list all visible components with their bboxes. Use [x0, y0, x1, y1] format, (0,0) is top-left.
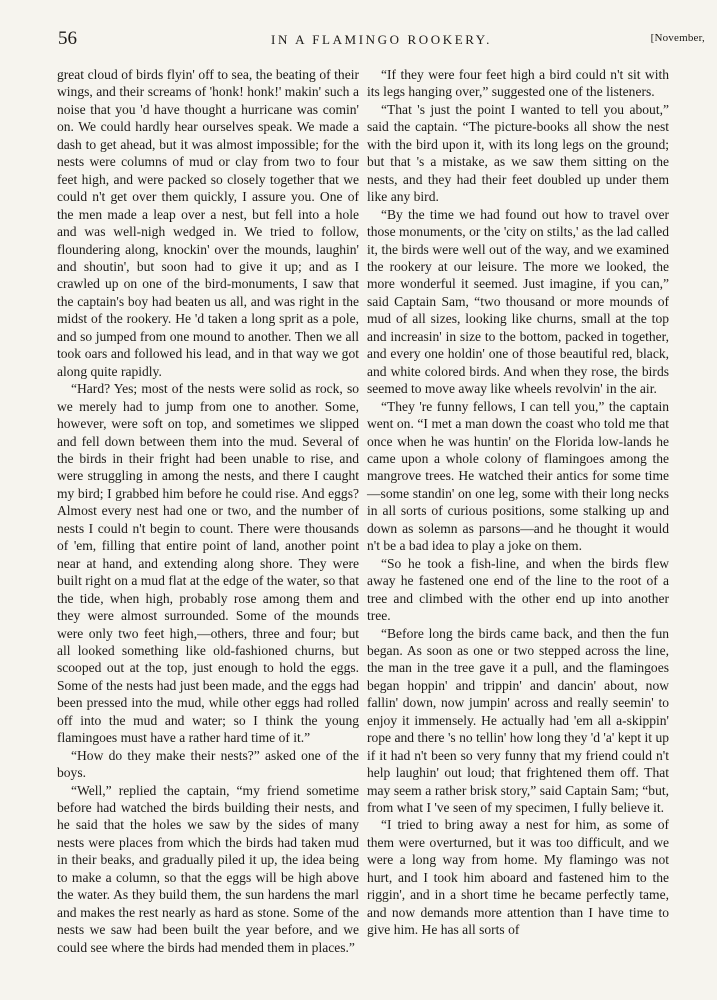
page-header: [58, 28, 705, 56]
page-number: 56: [58, 28, 77, 49]
paragraph: “If they were four feet high a bird could n't sit with its legs hanging over,” suggested one of the listeners.: [367, 67, 669, 100]
running-title: IN A FLAMINGO ROOKERY.: [271, 32, 492, 47]
paragraph: “That 's just the point I wanted to tell you about,” said the captain. “The picture-books all show the nest with the bird upon it, with its long legs on the ground; but that 's a mistake, as we saw them sitting on the nests, and they had their feet doubled up under them like any bird.: [367, 101, 669, 205]
paragraph: “How do they make their nests?” asked one of the boys.: [57, 747, 359, 781]
running-date: [November,: [650, 32, 705, 44]
paragraph: “They 're funny fellows, I can tell you,” the captain went on. “I met a man down the coast who told me that once when he was huntin' on the Florida low-lands he came upon a whole colony of flamingoes among the mangrove trees. He watched their antics for some time—some standin' on one leg, some with their long necks in all sorts of curious positions, some stalking up and down as solemn as parsons—and he thought it would n't be a bad idea to play a joke on them.: [367, 398, 669, 554]
left-column: [57, 66, 359, 956]
paragraph: “Hard? Yes; most of the nests were solid as rock, so we merely had to jump from one to another. Some, however, were soft on top, and sometimes we slipped and fell down between them into the mud. Several of the birds in their fright had been unable to rise, and were struggling in among the nests, and there I caught my bird; I grabbed him before he could rise. And eggs? Almost every nest had one or two, and the number of nests I could n't begin to count. There were thousands of 'em, filling that entire point of land, another point near at hand, and extending along shore. They were built right on a mud flat at the edge of the water, so that the tide, when high, probably rose among them and they were almost surrounded. Some of the mounds were only two feet high,—others, three and four; but all looked something like old-fashioned churns, but scooped out at the top, just enough to hold the eggs. Some of the nests had just been made, and the eggs had been pressed into the mud, while other eggs had rolled off into the mud and water; so I think the young flamingoes must have a rather hard time of it.”: [57, 381, 359, 746]
paragraph: “I tried to bring away a nest for him, as some of them were overturned, but it was too difficult, and we were a long way from home. My flamingo was not hurt, and I took him aboard and fastened him to the riggin', and in a short time he became perfectly tame, and now demands more attention than I have time to give him. He has all sorts of: [367, 817, 669, 938]
right-column: [367, 66, 669, 939]
paragraph: great cloud of birds flyin' off to sea, the beating of their wings, and their screams of 'honk! honk!' makin' such a noise that you 'd have thought a hurricane was comin' on. We could hardly hear ourselves speak. We made a dash to get ahead, but it was almost impossible; for the nests were columns of mud or clay from two to four feet high, and were packed so closely together that we could n't get over them quickly, I assure you. One of the men made a leap over a nest, but fell into a hole and was well-nigh wedged in. We tried to follow, floundering along, knockin' over the mounds, laughin' and shoutin', but soon had to give it up; and as I crawled up on one of the bird-monuments, I saw that the captain's boy had beaten us all, and was right in the midst of the rookery. He 'd taken a long sprit as a pole, and so jumped from one mound to another. Then we all took oars and followed his lead, and in that way we got along quite rapidly.: [57, 67, 359, 379]
paragraph: “By the time we had found out how to travel over those monuments, or the 'city on stilts,' as the lad called it, the birds were well out of the way, and we examined the rookery at our leisure. The more we looked, the more wonderful it seemed. Just imagine, if you can,” said Captain Sam, “two thousand or more mounds of mud of all sizes, looking like churns, small at the top and increasin' in size to the bottom, packed in together, and every one holdin' one of those beautiful red, black, and white colored birds. And when they rose, the birds seemed to move away like wheels revolvin' in the air.: [367, 206, 669, 397]
paragraph: “So he took a fish-line, and when the birds flew away he fastened one end of the line to the root of a tree and climbed with the other end up into another tree.: [367, 555, 669, 624]
paragraph: “Before long the birds came back, and then the fun began. As soon as one or two stepped across the line, the man in the tree gave it a pull, and the flamingoes began hoppin' and trippin' and dancin' about, now fallin' down, now jumpin' across and really seemin' to enjoy it immensely. He actually had 'em all a-skippin' rope and there 's no tellin' how long they 'd 'a' kept it up if it had n't been so very funny that my friend could n't help laughin' out loud; that frightened them off. That may seem a rather brisk story,” said Captain Sam; “but, from what I 've seen of my specimen, I fully believe it.: [367, 625, 669, 816]
paragraph: “Well,” replied the captain, “my friend sometime before had watched the birds building their nests, and he said that the holes we saw by the sides of many nests were places from which the birds had taken mud in their beaks, and gradually piled it up, the idea being to make a column, so that the eggs will be high above the water. As they build them, the sun hardens the marl and makes the rest nearly as hard as stone. Some of the nests we saw had been built the year before, and we could see where the birds had mended them in places.”: [57, 782, 359, 955]
